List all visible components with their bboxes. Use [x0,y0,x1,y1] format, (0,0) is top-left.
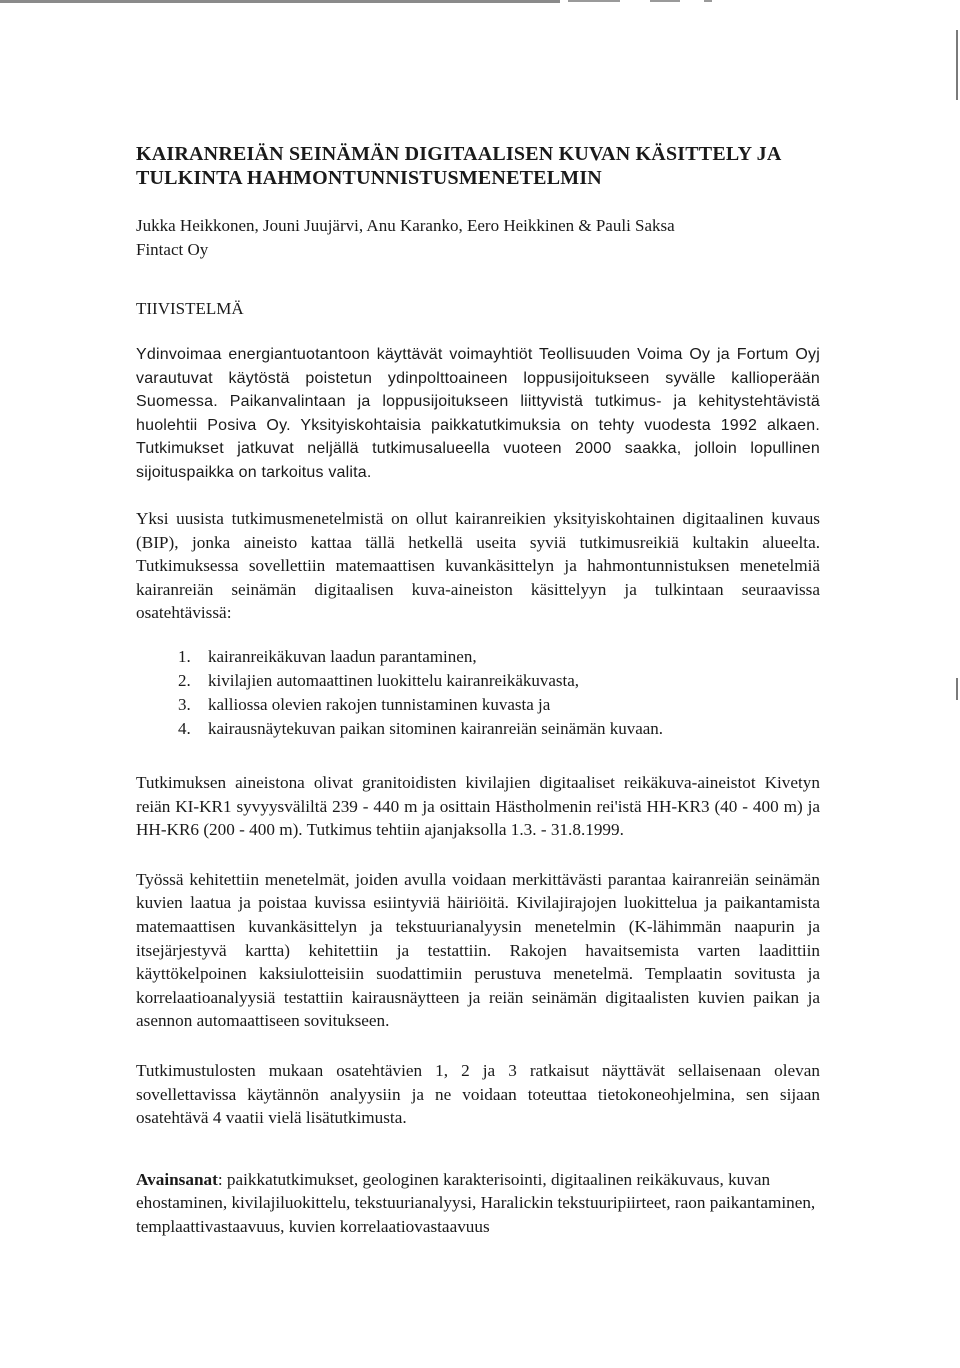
task-text: kivilajien automaattinen luokittelu kairanreikäkuvasta, [208,670,580,690]
abstract-paragraph-1: Ydinvoimaa energiantuotantoon käyttävät voimayhtiöt Teollisuuden Voima Oy ja Fortum Oyj varautuvat käytöstä poistetun ydinpolttoaineen loppusijoitukseen syvälle kallioperään Suomessa. Paikanvalintaan ja loppusijoitukseen liittyvistä tutkimus- ja kehitystehtävistä huolehtii Posiva Oy. Yksityiskohtaisia paikkatutkimuksia on tehty vuodesta 1992 alkaen. Tutkimukset jatkuvat neljällä tutkimusalueella vuoteen 2000 saakka, jolloin lopullinen sijoituspaikka on tarkoitus valita. [136,346,820,481]
abstract-paragraph-5: Tutkimustulosten mukaan osatehtävien 1, 2 ja 3 ratkaisut näyttävät sellaisenaan olevan sovellettavissa käytännön analyysiin ja ne voidaan toteuttaa tietokoneohjelmina, sen sijaan osatehtävä 4 vaatii vielä lisätutkimusta. [136,1060,820,1128]
keywords-separator: : [217,1169,223,1189]
scan-edge-dash [650,0,680,2]
task-number: 1. [178,646,191,666]
task-number: 3. [178,694,191,714]
document-content [136,142,820,1238]
scan-edge-mark [956,30,958,100]
title-line-2: TULKINTA HAHMONTUNNISTUSMENETELMIN [136,167,602,189]
keywords [136,1168,820,1239]
scan-edge-mark [956,678,958,700]
abstract-paragraph-2: Yksi uusista tutkimusmenetelmistä on ollut kairanreikien yksityiskohtainen digitaalinen kuvaus (BIP), jonka aineisto kattaa tällä hetkellä useita syviä tutkimusreikiä kultakin alueelta. Tutkimuksessa sovellettiin matemaattisen kuvankäsittelyn ja hahmontunnistuksen menetelmiä kairanreiän seinämän digitaalisen kuva-aineiston käsittelyyn ja tulkintaan seuraavissa osatehtävissä: [136,509,820,623]
task-number: 4. [178,718,191,738]
task-item [178,693,820,717]
scan-edge-line [0,0,560,3]
author-block [136,214,820,262]
abstract-paragraph-3: Tutkimuksen aineistona olivat granitoidisten kivilajien digitaaliset reikäkuva-aineistot Kivetyn reiän KI-KR1 syvyysväliltä 239 - 440 m ja osittain Hästholmenin rei'istä HH-KR3 (40 - 400 m) ja HH-KR6 (200 - 400 m). Tutkimus tehtiin ajanjaksolla 1.3. - 31.8.1999. [136,772,820,840]
keywords-text: paikkatutkimukset, geologinen karakterisointi, digitaalinen reikäkuvaus, kuvan ehostaminen, kivilajiluokittelu, tekstuurianalyysi, Haralickin tekstuuripiirteet, raon paikantaminen, templaattivastaavuus, kuvien korrelaatiovastaavuus [136,1169,816,1236]
keywords-label: Avainsanat [136,1169,218,1189]
author-organization: Fintact Oy [136,240,209,259]
task-item [178,645,820,669]
task-text: kalliossa olevien rakojen tunnistaminen kuvasta ja [208,694,551,714]
title-line-1: KAIRANREIÄN SEINÄMÄN DIGITAALISEN KUVAN KÄSITTELY JA [136,143,782,165]
abstract-heading: TIIVISTELMÄ [136,299,244,318]
task-list [136,645,820,741]
task-text: kairausnäytekuvan paikan sitominen kairanreiän seinämän kuvaan. [208,718,664,738]
document-title [136,142,820,190]
abstract-paragraph-4: Työssä kehitettiin menetelmät, joiden avulla voidaan merkittävästi parantaa kairanreiän seinämän kuvien laatua ja poistaa kuvissa esiintyviä häiriöitä. Kivilajirajojen luokittelua ja paikantamista matemaattisen kuvankäsittelyn ja tekstuurianalyysin menetelmin (K-lähimmän naapurin ja itsejärjestyvä kartta) kehitettiin ja testattiin. Rakojen havaitsemista varten laadittiin käyttökelpoinen kaksiulotteisiin suodattimiin perustuva menetelmä. Templaatin sovitusta ja korrelaatioanalyysiä testattiin kairausnäytteen ja reiän seinämän digitaalisten kuvien paikan ja asennon automaattiseen sovitukseen. [136,869,820,1031]
author-names: Jukka Heikkonen, Jouni Juujärvi, Anu Karanko, Eero Heikkinen & Pauli Saksa [136,216,675,235]
scan-edge-dash [568,0,620,2]
scan-edge-dash [704,0,712,2]
task-number: 2. [178,670,191,690]
task-item [178,717,820,741]
task-item [178,669,820,693]
task-text: kairanreikäkuvan laadun parantaminen, [208,646,477,666]
